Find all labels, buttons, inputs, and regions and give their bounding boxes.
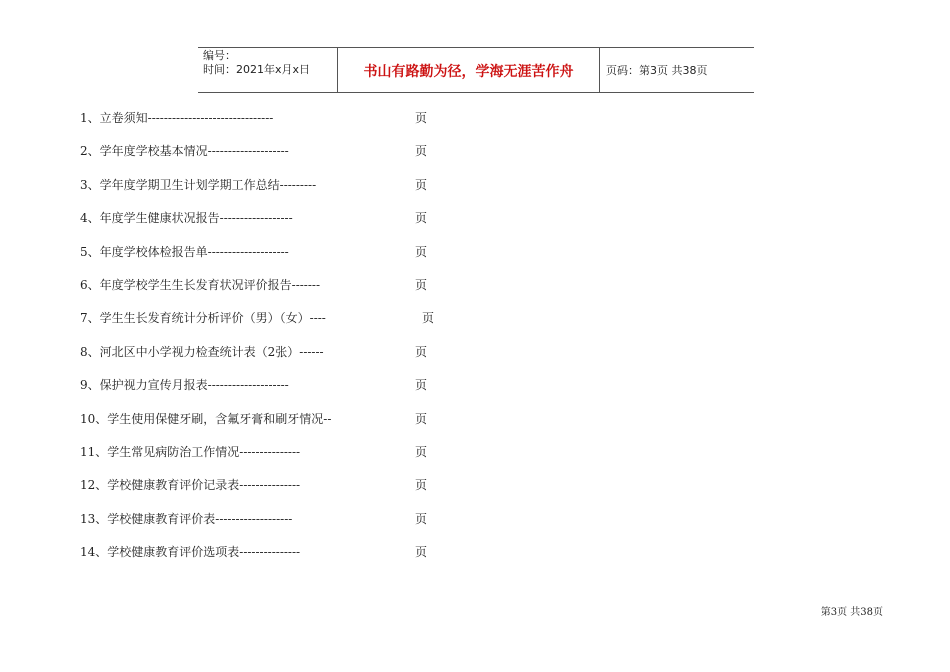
header-motto: 书山有路勤为径，学海无涯苦作舟 (338, 48, 600, 92)
toc-item (80, 275, 480, 308)
toc-item (80, 242, 480, 275)
toc-item-text: 11、学生常见病防治工作情况--------------- (80, 444, 301, 459)
toc-item-text: 8、河北区中小学视力检查统计表（2张）------ (80, 344, 324, 359)
toc-item-text: 9、保护视力宣传月报表-------------------- (80, 378, 289, 393)
toc-item-page: 页 (415, 277, 428, 292)
toc-item-page: 页 (415, 111, 428, 125)
table-of-contents (80, 108, 480, 575)
toc-item-text: 1、立卷须知------------------------------- (80, 111, 274, 125)
toc-item-page: 页 (415, 545, 428, 560)
toc-item-page: 页 (415, 344, 428, 359)
header-meta (198, 48, 338, 92)
time-label: 时间：2021年x月x日 (203, 63, 311, 76)
toc-item-page: 页 (415, 244, 428, 259)
toc-item-text: 13、学校健康教育评价表------------------- (80, 511, 293, 526)
toc-item (80, 409, 480, 442)
toc-item-page: 页 (415, 144, 428, 159)
toc-item-page: 页 (415, 378, 428, 393)
toc-item-text: 14、学校健康教育评价选项表--------------- (80, 545, 301, 560)
toc-item-text: 4、年度学生健康状况报告------------------ (80, 211, 293, 226)
toc-item-text: 5、年度学校体检报告单-------------------- (80, 244, 289, 259)
toc-item (80, 342, 480, 375)
toc-item-page: 页 (415, 177, 428, 192)
toc-item-page: 页 (415, 411, 428, 426)
toc-item (80, 542, 480, 575)
toc-item-page: 页 (415, 444, 428, 459)
toc-item-text: 10、学生使用保健牙刷，含氟牙膏和刷牙情况-- (80, 411, 332, 426)
toc-item (80, 308, 480, 341)
toc-item (80, 175, 480, 208)
toc-item-page: 页 (415, 211, 428, 226)
toc-item-text: 2、学年度学校基本情况-------------------- (80, 144, 289, 159)
toc-item-text: 3、学年度学期卫生计划学期工作总结--------- (80, 177, 317, 192)
toc-item-page: 页 (415, 478, 428, 493)
toc-item (80, 475, 480, 508)
toc-item (80, 375, 480, 408)
toc-item-text: 6、年度学校学生生长发育状况评价报告------- (80, 277, 321, 292)
header-page-info: 页码：第3页 共38页 (606, 64, 708, 77)
number-label: 编号： (203, 49, 236, 62)
toc-item (80, 108, 480, 141)
toc-item (80, 509, 480, 542)
toc-item (80, 442, 480, 475)
toc-item-page: 页 (415, 511, 428, 526)
toc-item-text: 12、学校健康教育评价记录表--------------- (80, 478, 301, 493)
toc-item-text: 7、学生生长发育统计分析评价（男）（女）---- (80, 311, 326, 326)
toc-item-page: 页 (422, 311, 435, 326)
toc-item (80, 208, 480, 241)
page-header (198, 47, 754, 93)
page-footer: 第3页 共38页 (820, 607, 883, 618)
toc-item (80, 141, 480, 174)
